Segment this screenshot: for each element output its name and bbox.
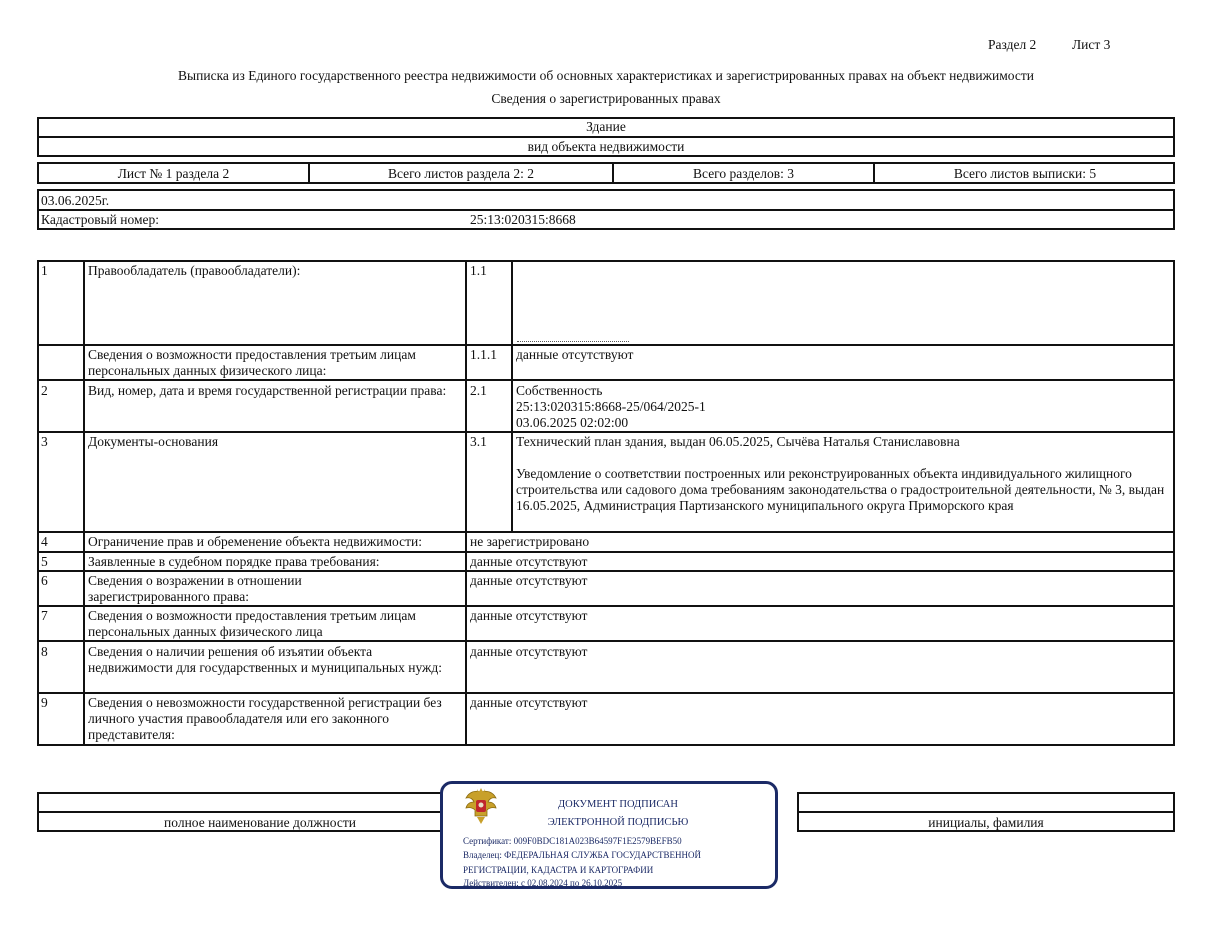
stamp-line-1: ДОКУМЕНТ ПОДПИСАН <box>558 799 678 810</box>
sheet-number: Лист № 1 раздела 2 <box>117 166 230 181</box>
stamp-line-2: ЭЛЕКТРОННОЙ ПОДПИСЬЮ <box>547 817 689 828</box>
row-1-1-1-value: данные отсутствуют <box>516 347 634 362</box>
row-3-sub: 3.1 <box>470 434 487 449</box>
document-subtitle: Сведения о зарегистрированных правах <box>491 91 721 106</box>
row-4-label: Ограничение прав и обременение объекта недвижимости: <box>88 534 422 549</box>
row-2-value <box>513 382 1173 432</box>
row-8-num: 8 <box>41 644 48 659</box>
position-caption: полное наименование должности <box>164 815 356 830</box>
row-1-value <box>513 262 1173 344</box>
object-type: Здание <box>586 119 626 134</box>
row-9-label: Сведения о невозможности государственной регистрации без личного участия правообладателя или его законного представителя: <box>88 695 442 742</box>
redacted-owner <box>517 336 629 342</box>
row-7-label: Сведения о возможности предоставления третьим лицам персональных данных физического лица <box>88 608 416 639</box>
registration-number: 25:13:020315:8668-25/064/2025-1 <box>516 399 706 414</box>
row-2-num: 2 <box>41 383 48 398</box>
row-6-value: данные отсутствуют <box>470 573 588 588</box>
coat-of-arms-icon <box>461 786 501 826</box>
row-5-value: данные отсутствуют <box>470 554 588 569</box>
row-4-value: не зарегистрировано <box>470 534 590 549</box>
row-1-1-1-label: Сведения о возможности предоставления третьим лицам персональных данных физического лица: <box>88 347 416 378</box>
spacer <box>516 450 1170 466</box>
section-label: Раздел 2 <box>988 37 1037 52</box>
row-6-num: 6 <box>41 573 48 588</box>
cadastral-number: 25:13:020315:8668 <box>470 212 576 227</box>
stamp-owner-2: РЕГИСТРАЦИИ, КАДАСТРА И КАРТОГРАФИИ <box>463 865 654 875</box>
registration-datetime: 03.06.2025 02:02:00 <box>516 415 629 430</box>
row-2-sub: 2.1 <box>470 383 487 398</box>
cadastral-label: Кадастровый номер: <box>41 212 160 227</box>
row-8-label: Сведения о наличии решения об изъятии объекта недвижимости для государственных и муниципальных нужд: <box>88 644 442 675</box>
electronic-signature-stamp <box>440 781 778 889</box>
row-4-num: 4 <box>41 534 48 549</box>
row-3-value <box>513 433 1173 515</box>
stamp-certificate: Сертификат: 009F0BDC181A023B64597F1E2579BEFB50 <box>463 836 682 846</box>
stamp-validity: Действителен: с 02.08.2024 по 26.10.2025 <box>463 878 623 888</box>
row-8-value: данные отсутствуют <box>470 644 588 659</box>
row-9-num: 9 <box>41 695 48 710</box>
row-1-1-1-sub: 1.1.1 <box>470 347 497 362</box>
total-section-sheets: Всего листов раздела 2: 2 <box>387 166 535 181</box>
row-6-label: Сведения о возражении в отношении зарегистрированного права: <box>88 573 302 604</box>
row-5-label: Заявленные в судебном порядке права требования: <box>88 554 380 569</box>
row-7-value: данные отсутствуют <box>470 608 588 623</box>
row-1-num: 1 <box>41 263 48 278</box>
extract-date: 03.06.2025г. <box>41 193 110 208</box>
document-title: Выписка из Единого государственного реестра недвижимости об основных характеристиках и зарегистрированных правах на объект недвижимости <box>178 68 1034 83</box>
row-9-value: данные отсутствуют <box>470 695 588 710</box>
basis-document-2: Уведомление о соответствии построенных или реконструированных объекта индивидуального жилищного строительства или садового дома требованиям законодательства о градостроительной деятельности, № 3, выдан 16.05.2025, Администрация Партизанского муниципального округа Приморского края <box>516 466 1165 513</box>
row-3-num: 3 <box>41 434 48 449</box>
row-7-num: 7 <box>41 608 48 623</box>
stamp-owner-1: Владелец: ФЕДЕРАЛЬНАЯ СЛУЖБА ГОСУДАРСТВЕННОЙ <box>463 850 702 860</box>
total-sections: Всего разделов: 3 <box>693 166 794 181</box>
row-1-label: Правообладатель (правообладатели): <box>88 263 301 278</box>
name-caption: инициалы, фамилия <box>928 815 1044 830</box>
basis-document-1: Технический план здания, выдан 06.05.2025, Сычёва Наталья Станиславовна <box>516 434 960 449</box>
sheet-label: Лист 3 <box>1072 37 1111 52</box>
row-1-sub: 1.1 <box>470 263 487 278</box>
row-5-num: 5 <box>41 554 48 569</box>
total-sheets: Всего листов выписки: 5 <box>953 166 1097 181</box>
row-2-label: Вид, номер, дата и время государственной регистрации права: <box>88 383 447 398</box>
right-type: Собственность <box>516 383 603 398</box>
row-3-label: Документы-основания <box>88 434 219 449</box>
object-type-caption: вид объекта недвижимости <box>527 139 685 154</box>
